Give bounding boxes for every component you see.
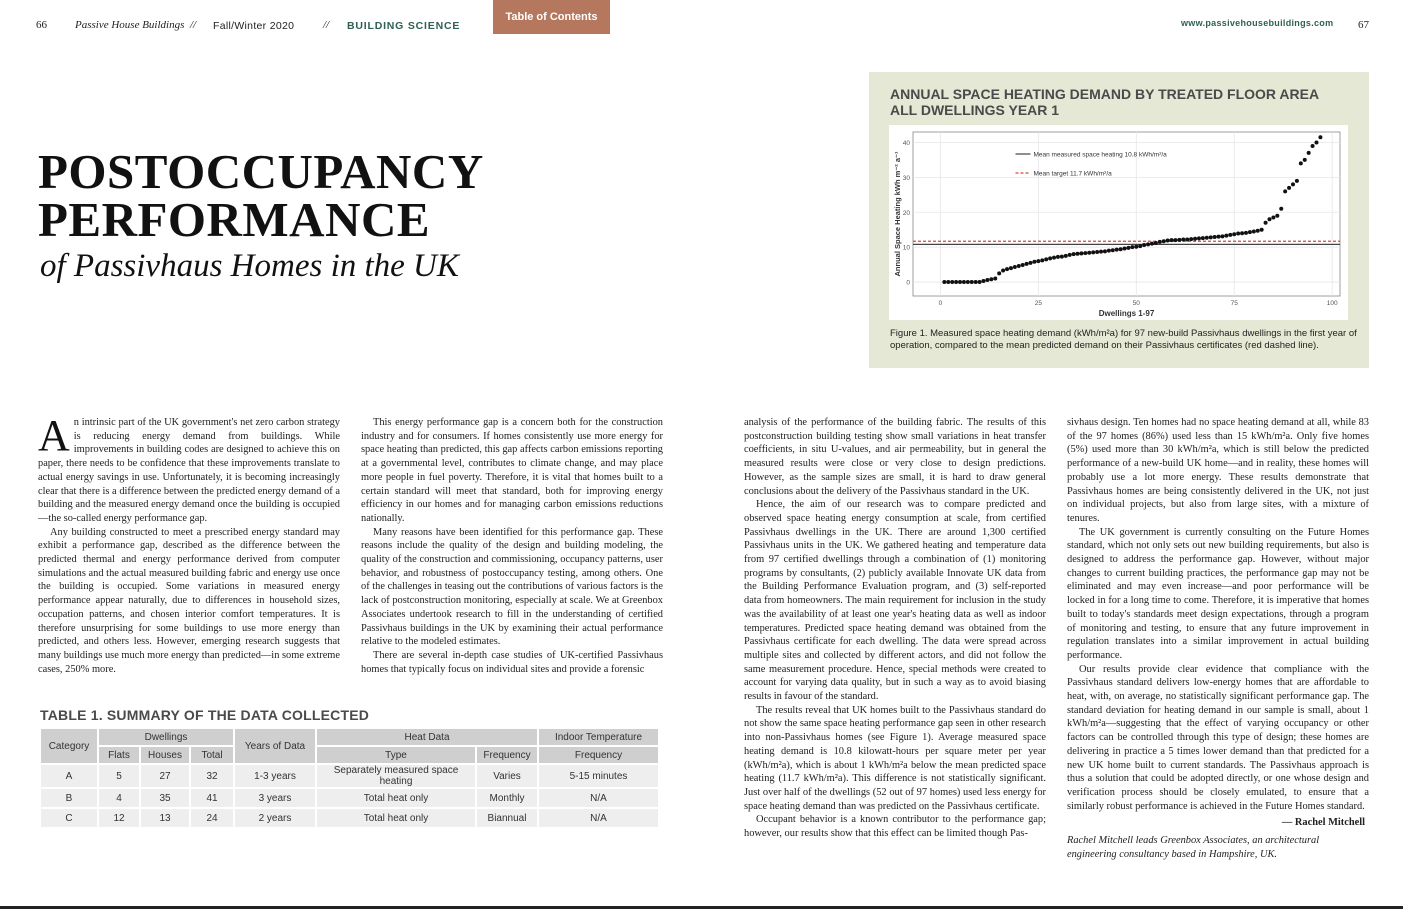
data-point [1021,263,1025,267]
data-point [1287,186,1291,190]
cell-total: 32 [191,765,233,787]
data-point [1228,233,1232,237]
cell-type: Separately measured space heating [317,765,475,787]
paragraph: The results reveal that UK homes built to the Passivhaus standard do not show the same space heating performance gap seen in other research into non-Passivhaus homes (see Figure 1). Average measured space heating demand is 10.8 kilowatt-hours per square meter per year (kWh/m²a), which is about 1 kWh/m²a below the mean predicted space heating (11.7 kWh/m²a). This difference is not statistically significant. Just over half of the dwellings (52 out of 97 homes) used less energy for space heating demand than was predicted on the Passivhaus certificate. [744,704,1046,812]
header-flats: Flats [99,747,139,763]
data-point [1252,229,1256,233]
author-bio: Rachel Mitchell leads Greenbox Associates, an architectural engineering consultancy based in Hampshire, UK. [1067,835,1320,860]
data-point [1052,256,1056,260]
x-tick-label: 25 [1034,300,1042,307]
data-point [989,277,993,281]
data-point [993,277,997,281]
data-point [1256,229,1260,233]
data-point [1267,217,1271,221]
data-point [1146,242,1150,246]
header-category: Category [41,729,97,763]
data-point [1083,251,1087,255]
paragraph: analysis of the performance of the building fabric. The results of this postconstruction building testing show small variations in heat transfer coefficients, in situ U-values, and air permeability, but in general the measured results were close or very close to design predictions. However, as the sample sizes are small, it is hard to draw general conclusions about the delivery of the Passivhaus standard in the UK. [744,417,1046,497]
data-point [1115,248,1119,252]
data-point [958,280,962,284]
paragraph: Occupant behavior is a known contributor to the performance gap; however, our results show that this effect can be limited though Pas- [744,814,1046,840]
cell-flats: 4 [99,789,139,807]
cell-type: Total heat only [317,809,475,827]
figure-box [869,72,1369,368]
data-point [1236,232,1240,236]
cell-frequency: Monthly [477,789,537,807]
data-point [1260,228,1264,232]
cell-years: 2 years [235,809,315,827]
data-point [1009,266,1013,270]
data-point [1291,182,1295,186]
data-point [1170,238,1174,242]
data-point [1177,238,1181,242]
text-column-4 [1067,416,1369,862]
x-tick-label: 75 [1230,300,1238,307]
header-years: Years of Data [235,729,315,763]
data-point [1134,245,1138,249]
cell-indoor: 5-15 minutes [539,765,658,787]
data-point [1099,250,1103,254]
data-point [1275,214,1279,218]
data-point [1189,237,1193,241]
header-heat-data: Heat Data [317,729,537,745]
website-link[interactable]: www.passivehousebuildings.com [1181,18,1334,28]
data-point [966,280,970,284]
data-point [1036,259,1040,263]
data-point [1185,237,1189,241]
y-tick-label: 40 [902,139,910,147]
data-point [1126,246,1130,250]
data-point [1087,251,1091,255]
data-point [1244,231,1248,235]
data-point [942,280,946,284]
data-point [1068,253,1072,257]
data-point [1283,189,1287,193]
data-point [1142,243,1146,247]
cell-category: A [41,765,97,787]
paragraph: Hence, the aim of our research was to compare predicted and observed space heating energy consumption at scale, from certified Passivhaus dwellings in the UK. There are around 1,300 certified Passivhaus units in the UK. We gathered heating and temperature data from 97 certified dwellings through a combination of (1) monitoring programs by consultants, (2) publicly available Innovate UK data from the Building Performance Evaluation program, and (3) self-reported data from homeowners. The main requirement for inclusion in the study was the availability of at least one year's heating data as well as indoor temperatures. Predicted space heating demand was obtained from the Passivhaus certificate for each dwelling. The data were spread across multiple sites and collected by different actors, and did not follow the same measurement procedure. Hence, special methods were created to account for varying data quality, but in such a way as to avoid biasing results in favour of the standard. [744,499,1046,703]
header-indoor-frequency: Frequency [539,747,658,763]
data-point [1271,215,1275,219]
author-signature: — Rachel Mitchell [1281,817,1365,829]
data-point [1107,249,1111,253]
text-column-1 [38,411,340,676]
data-point [1001,269,1005,273]
x-tick-label: 0 [938,300,943,307]
cell-houses: 27 [141,765,189,787]
data-point [1056,255,1060,259]
section-label: BUILDING SCIENCE [347,20,461,32]
x-tick-label: 50 [1132,300,1140,307]
cell-indoor: N/A [539,789,658,807]
data-point [1217,235,1221,239]
table-row [41,789,658,807]
data-point [1072,252,1076,256]
scatter-chart [889,125,1348,320]
cell-total: 41 [191,789,233,807]
issue-label: Fall/Winter 2020 [213,20,295,32]
data-point [1162,239,1166,243]
x-tick-label: 100 [1326,300,1338,307]
data-point [985,278,989,282]
data-point [1224,234,1228,238]
cell-houses: 13 [141,809,189,827]
paragraph: There are several in-depth case studies of UK-certified Passivhaus homes that typically focus on individual sites and provide a forensic [361,649,663,675]
data-point [1025,262,1029,266]
header-type: Type [317,747,475,763]
table-of-contents-button[interactable]: Table of Contents [493,0,610,34]
text-column-3 [744,416,1046,841]
paragraph: Our results provide clear evidence that compliance with the Passivhaus standard delivers low-energy homes that are affordable to heat, with, on average, no statistically significant performance gap. The standard deviation for heating demand in our sample is small, about 1 kWh/m²a—suggesting that the effect of varying occupancy or other factors can be controlled through this type of design; these homes are delivering in practice a 5 times lower demand than that predicted for a new UK home built to current standards. The Passivhaus approach is thus a solution that could be adopted directly, or one whose design and verification process should be closely emulated, to ensure that a similarly robust performance is achieved in the Future Homes standard. [1067,663,1369,812]
data-point [982,279,986,283]
table-row [41,765,658,787]
data-point [1318,135,1322,139]
data-point [1299,161,1303,165]
data-point [1197,236,1201,240]
data-point [978,280,982,284]
data-point [1103,249,1107,253]
data-point [1079,251,1083,255]
data-point [1279,207,1283,211]
data-point [1181,237,1185,241]
data-point [1264,221,1268,225]
header-indoor-temperature: Indoor Temperature [539,729,658,745]
data-point [1209,235,1213,239]
figure-caption: Figure 1. Measured space heating demand (kWh/m²a) for 97 new-build Passivhaus dwellings in the first year of operation, compared to the mean predicted demand on their Passivhaus certificates (red dashed line). [890,328,1357,351]
x-axis-label: Dwellings 1-97 [1098,309,1155,318]
data-point [1044,257,1048,261]
figure-title: ANNUAL SPACE HEATING DEMAND BY TREATED FLOOR AREA ALL DWELLINGS YEAR 1 [890,86,1320,118]
data-point [1232,232,1236,236]
paragraph: The UK government is currently consulting on the Future Homes standard, which not only sets out new building requirements, but also is designed to address the performance gap. However, without major changes to current building practices, the performance gap may not be eliminated and may even increase—and poor performance will be locked in for a long time to come. Therefore, it is imperative that homes built to today's standards meet design expectations, through a program of monitoring and testing, to ensure that any future improvement in regulation translates into a similar improvement in actual building performance. [1067,526,1369,661]
paragraph: This energy performance gap is a concern both for the construction industry and for consumers. If homes consistently use more energy for space heating than predicted, this gap affects carbon emissions reporting at a governmental level, contributes to climate change, and may place more people in fuel poverty. Therefore, it is vital that homes built to a certain standard will meet that standard, both for improving energy efficiency in our homes and for managing carbon emissions reductions nationally. [361,417,663,524]
data-point [1076,252,1080,256]
data-point [1130,245,1134,249]
header-dwellings: Dwellings [99,729,233,745]
publication-name: Passive House Buildings [75,19,185,31]
data-point [946,280,950,284]
legend-entry: Mean target 11.7 kWh/m²/a [1033,170,1112,178]
chart-panel [889,125,1348,320]
table-row [41,809,658,827]
data-point [1048,256,1052,260]
data-point [962,280,966,284]
legend-entry: Mean measured space heating 10.8 kWh/m²/a [1033,151,1167,159]
paragraph: Any building constructed to meet a prescribed energy standard may exhibit a performance gap, described as the difference between the predicted thermal and energy performance derived from computer simulations and the actual measured building fabric and energy use once the building is occupied. Some variations in measured energy performance appear naturally, due to differences in household sizes, occupation patterns, and chosen interior comfort temperatures. It is therefore unsurprising for some buildings to use more energy than predicted, and others less. However, emerging research suggests that many buildings use much more energy than predicted—in some extreme cases, 250% more. [38,526,340,675]
cell-years: 1-3 years [235,765,315,787]
header-frequency: Frequency [477,747,537,763]
paragraph: n intrinsic part of the UK government's net zero carbon strategy is reducing energy demand from buildings. While improvements in building codes are designed to achieve this on paper, there needs to be confidence that these improvements translate to actual energy savings in use. Unfortunately, it is becoming increasingly clear that there is a difference between the predicted energy demand of a building and the measured energy demand once the building is occupied—the so-called energy performance gap. [38,417,340,524]
cell-category: C [41,809,97,827]
cell-category: B [41,789,97,807]
data-point [1150,242,1154,246]
data-point [1060,255,1064,259]
header-houses: Houses [141,747,189,763]
data-point [997,271,1001,275]
data-point [1064,254,1068,258]
paragraph: sivhaus design. Ten homes had no space heating demand at all, while 83 of the 97 homes (86%) used less than 15 kWh/m²a. Only five homes (5%) used more than 30 kWh/m²a, which is still below the predicted performance of a new-build UK home—and in reality, these homes will probably use a lot more energy. These results demonstrate that Passivhaus homes are being consistently delivered in the UK, not just on individual projects, but also from large sites, with a mixture of tenures. [1067,417,1369,524]
data-point [1138,244,1142,248]
table-title: TABLE 1. SUMMARY OF THE DATA COLLECTED [40,707,370,723]
cell-indoor: N/A [539,809,658,827]
data-point [1240,231,1244,235]
page-number-left: 66 [36,19,47,31]
page-number-right: 67 [1358,19,1369,31]
cell-total: 24 [191,809,233,827]
data-point [1032,260,1036,264]
data-point [1220,234,1224,238]
data-point [1314,140,1318,144]
header-separator: // [323,19,330,31]
header-total: Total [191,747,233,763]
data-point [1095,250,1099,254]
data-point [974,280,978,284]
data-point [1205,236,1209,240]
data-point [1248,230,1252,234]
data-point [1193,237,1197,241]
article-subtitle: of Passivhaus Homes in the UK [40,248,459,284]
cell-flats: 12 [99,809,139,827]
data-point [1295,179,1299,183]
data-point [1017,264,1021,268]
data-point [950,280,954,284]
cell-years: 3 years [235,789,315,807]
cell-frequency: Varies [477,765,537,787]
data-point [1123,247,1127,251]
article-title: POSTOCCUPANCY PERFORMANCE [38,144,484,247]
y-tick-label: 30 [902,174,910,182]
text-column-2 [361,416,663,676]
data-point [1201,236,1205,240]
data-point [1166,239,1170,243]
data-point [1158,240,1162,244]
data-point [1040,258,1044,262]
y-axis-label: Annual Space Heating kWh m⁻² a⁻¹ [893,151,902,277]
y-tick-label: 10 [902,244,910,252]
cell-frequency: Biannual [477,809,537,827]
data-point [1029,261,1033,265]
data-table [39,727,660,829]
data-point [1091,250,1095,254]
data-point [1119,247,1123,251]
data-point [1307,151,1311,155]
data-point [1013,265,1017,269]
data-point [1303,158,1307,162]
data-point [1111,248,1115,252]
header-separator: // [190,19,197,31]
paragraph: Many reasons have been identified for this performance gap. These reasons include the quality of the design and building modeling, the quality of the construction and commissioning, occupancy patterns, user behavior, and robustness of postoccupancy testing, among others. One of the challenges in teasing out the contributions of various factors is the lack of postconstruction monitoring, especially at scale. We at Greenbox Associates undertook research to fill in the understanding of certified Passivhaus buildings in the UK by examining their actual performance relative to the modeled estimates. [361,526,663,648]
data-point [1154,241,1158,245]
cell-houses: 35 [141,789,189,807]
y-tick-label: 0 [906,279,910,287]
data-point [1005,267,1009,271]
drop-cap: A [38,411,70,460]
data-point [1311,144,1315,148]
y-tick-label: 20 [902,209,910,217]
data-point [1173,238,1177,242]
data-point [954,280,958,284]
cell-flats: 5 [99,765,139,787]
data-point [1213,235,1217,239]
cell-type: Total heat only [317,789,475,807]
data-point [970,280,974,284]
